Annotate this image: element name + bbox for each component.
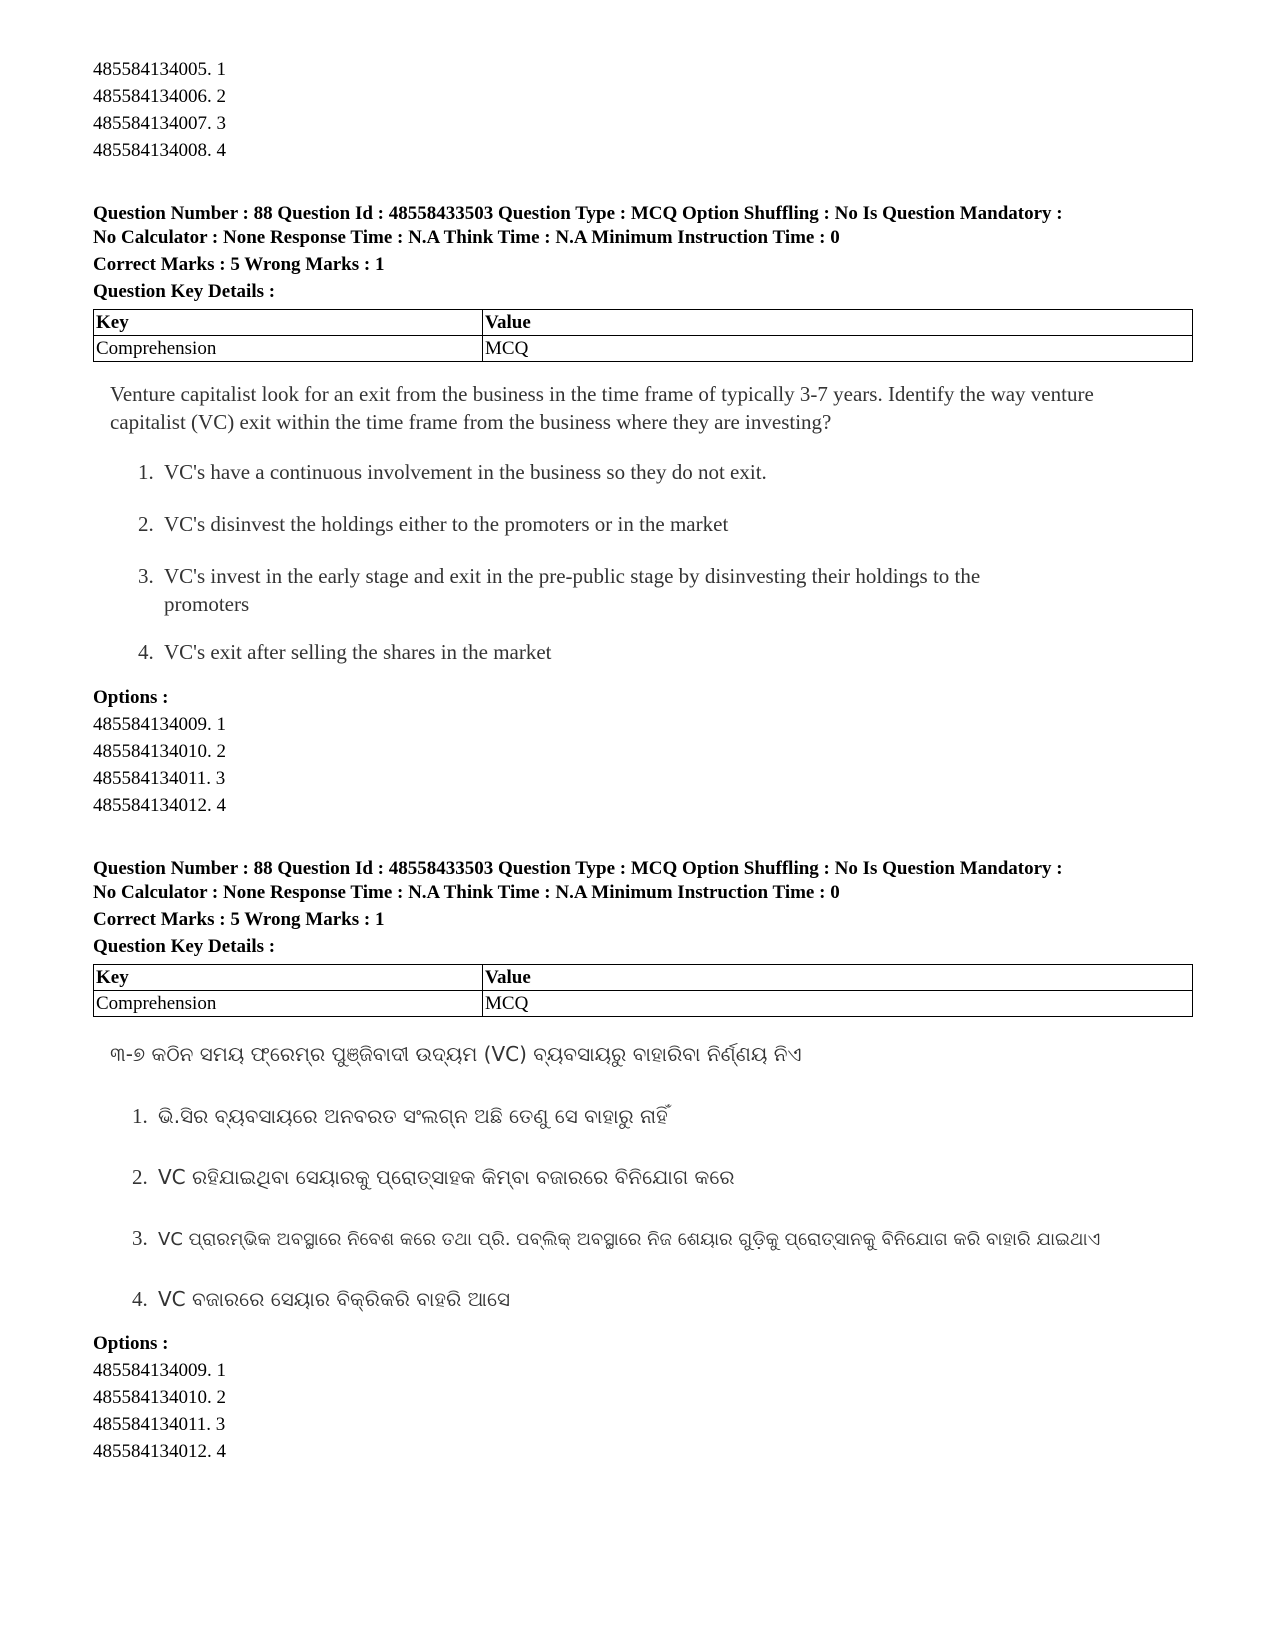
question-option (138, 458, 767, 486)
options-label: Options : (93, 1333, 169, 1354)
question-option-text: VC ରହିଯାଇଥିବା ସେୟାରକୁ ପ୍ରୋତ୍ସାହକ କିମ୍ବା ବଜାରରେ ବିନିଯୋଗ କରେ (158, 1165, 735, 1189)
question-key-table (93, 309, 1193, 362)
question-option (132, 1224, 1100, 1254)
marks-line: Correct Marks : 5 Wrong Marks : 1 (93, 254, 385, 275)
table-cell-value: MCQ (483, 991, 1193, 1017)
question-option (132, 1102, 668, 1130)
table-header-value: Value (483, 965, 1193, 991)
question-key-table (93, 964, 1193, 1017)
question-option (132, 1163, 735, 1191)
marks-line: Correct Marks : 5 Wrong Marks : 1 (93, 909, 385, 930)
options-label: Options : (93, 687, 169, 708)
question-header-line1: Question Number : 88 Question Id : 48558433503 Question Type : MCQ Option Shuffling : No Is Question Mandatory : (93, 203, 1063, 224)
question-option (138, 638, 552, 666)
question-option-num: 1. (138, 460, 154, 484)
option-line: 485584134009. 1 (93, 714, 226, 735)
question-header-line2: No Calculator : None Response Time : N.A Think Time : N.A Minimum Instruction Time : 0 (93, 882, 840, 903)
table-header-key: Key (94, 965, 483, 991)
option-line: 485584134011. 3 (93, 768, 226, 789)
question-text: ୩-୭ କଠିନ ସମୟ ଫ୍ରେମ୍ର ପୁଞ୍ଜିବାଦୀ ଉଦ୍ୟମ (VC) ବ୍ୟବସାୟରୁ ବାହାରିବା ନିର୍ଣ୍ଣୟ ନିଏ (110, 1042, 802, 1066)
question-option-text: VC's have a continuous involvement in the business so they do not exit. (164, 460, 767, 484)
question-option-num: 4. (132, 1287, 148, 1311)
option-line: 485584134012. 4 (93, 1441, 226, 1462)
option-line: 485584134010. 2 (93, 1387, 226, 1408)
question-option-num: 1. (132, 1104, 148, 1128)
question-option-num: 3. (132, 1226, 148, 1250)
option-line: 485584134006. 2 (93, 86, 226, 107)
key-details-label: Question Key Details : (93, 936, 276, 957)
option-line: 485584134009. 1 (93, 1360, 226, 1381)
question-option-text: VC's invest in the early stage and exit in the pre-public stage by disinvesting their holdings to the promoters (164, 564, 981, 616)
question-option-text: ଭି.ସିର ବ୍ୟବସାୟରେ ଅନବରତ ସଂଲଗ୍ନ ଅଛି ତେଣୁ ସେ ବାହାରୁ ନାହିଁ (158, 1104, 668, 1128)
question-option (138, 562, 1088, 618)
question-option-text: VC ବଜାରରେ ସେୟାର ବିକ୍ରିକରି ବାହରି ଆସେ (158, 1287, 511, 1311)
option-line: 485584134005. 1 (93, 59, 226, 80)
table-header-key: Key (94, 310, 483, 336)
option-line: 485584134008. 4 (93, 140, 226, 161)
question-option-text: VC's exit after selling the shares in the market (164, 640, 552, 664)
question-option (138, 510, 728, 538)
question-option-text: VC's disinvest the holdings either to the promoters or in the market (164, 512, 729, 536)
question-header-line2: No Calculator : None Response Time : N.A Think Time : N.A Minimum Instruction Time : 0 (93, 227, 840, 248)
question-option-num: 4. (138, 640, 154, 664)
table-cell-key: Comprehension (94, 991, 483, 1017)
question-header-line1: Question Number : 88 Question Id : 48558433503 Question Type : MCQ Option Shuffling : No Is Question Mandatory : (93, 858, 1063, 879)
option-line: 485584134011. 3 (93, 1414, 226, 1435)
table-header-value: Value (483, 310, 1193, 336)
option-line: 485584134010. 2 (93, 741, 226, 762)
question-option-num: 2. (132, 1165, 148, 1189)
question-option-num: 3. (138, 564, 154, 588)
table-cell-key: Comprehension (94, 336, 483, 362)
question-image-en (110, 380, 1160, 680)
question-option-text: VC ପ୍ରାରମ୍ଭିକ ଅବସ୍ଥାରେ ନିବେଶ କରେ ତଥା ପ୍ରି. ପବ୍ଲିକ୍ ଅବସ୍ଥାରେ ନିଜ ଶେୟାର ଗୁଡ଼ିକୁ ପ୍ରୋତ୍ସାନକୁ ବିନିଯୋଗ କରି ବାହାରି ଯାଇଥାଏ (158, 1229, 1101, 1250)
key-details-label: Question Key Details : (93, 281, 276, 302)
table-cell-value: MCQ (483, 336, 1193, 362)
question-image-odia (110, 1040, 1170, 1320)
option-line: 485584134007. 3 (93, 113, 226, 134)
option-line: 485584134012. 4 (93, 795, 226, 816)
question-text: Venture capitalist look for an exit from the business in the time frame of typically 3-7 years. Identify the way venture capitalist (VC) exit within the time frame from the business where they are investing? (110, 382, 1094, 434)
question-option (132, 1285, 510, 1313)
question-option-num: 2. (138, 512, 154, 536)
